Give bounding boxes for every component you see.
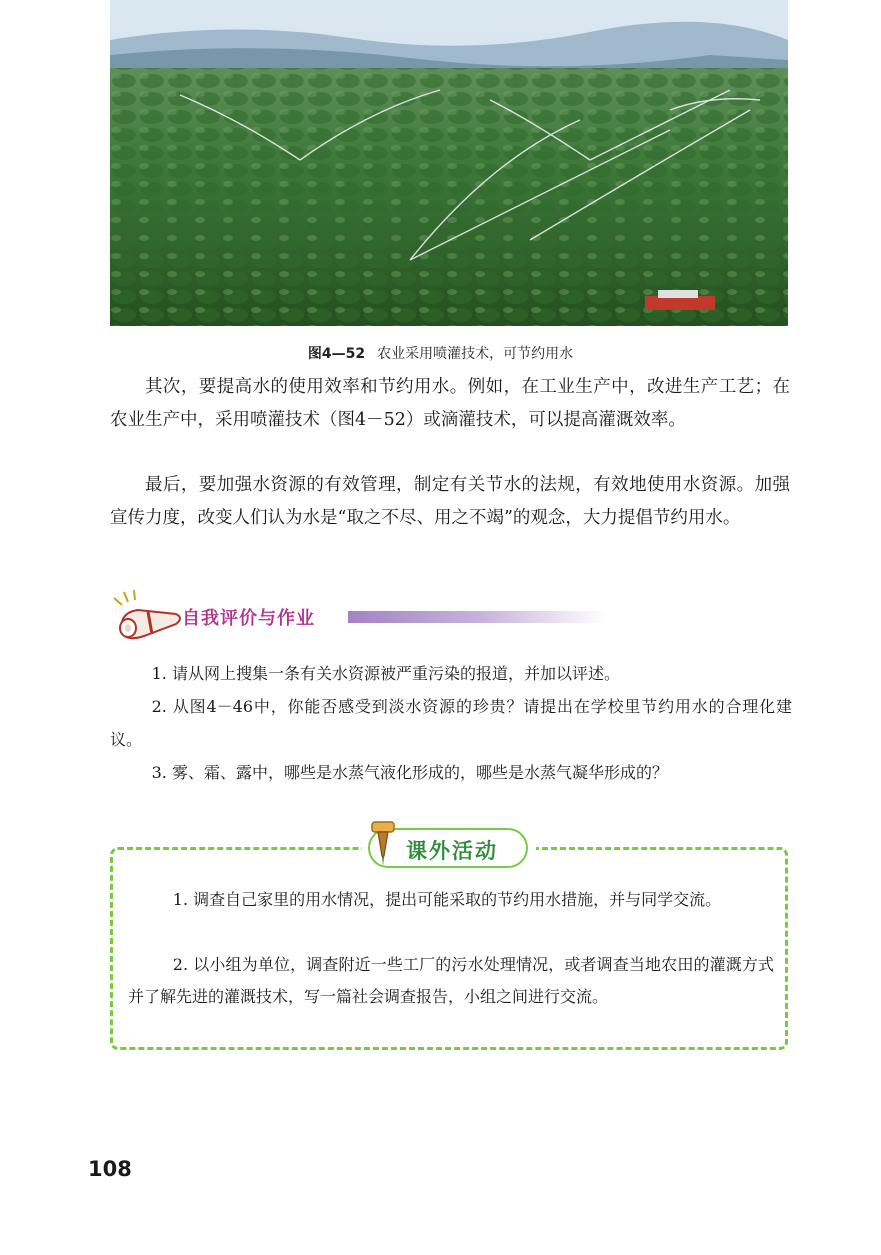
- self-assessment-header: [104, 588, 614, 652]
- homework-item-1: 1. 请从网上搜集一条有关水资源被严重污染的报道，并加以评述。: [151, 664, 620, 683]
- section-title-bar: [348, 611, 606, 623]
- activity-header: [362, 816, 536, 872]
- activity-item-1: 1. 调查自己家里的用水情况，提出可能采取的节约用水措施，并与同学交流。: [172, 890, 722, 909]
- paintbrush-icon: [366, 816, 406, 870]
- figure-label: 图4—52: [307, 346, 366, 362]
- page-number: 108: [88, 1157, 132, 1181]
- figure-caption-text: 农业采用喷灌技术，可节约用水: [377, 346, 574, 362]
- figure-caption: [0, 343, 881, 363]
- homework-item-3: 3. 雾、霜、露中，哪些是水蒸气液化形成的，哪些是水蒸气凝华形成的？: [151, 763, 668, 782]
- photo-illustration: [110, 0, 788, 326]
- homework-item-2: 2. 从图4－46中，你能否感受到淡水资源的珍贵？请提出在学校里节约用水的合理化建议。: [110, 697, 792, 749]
- sprinkler-irrigation-photo: [110, 0, 788, 326]
- body-paragraph-1: 其次，要提高水的使用效率和节约用水。例如，在工业生产中，改进生产工艺；在农业生产中，采用喷灌技术（图4－52）或滴灌技术，可以提高灌溉效率。: [110, 377, 790, 430]
- body-paragraph-2: 最后，要加强水资源的有效管理，制定有关节水的法规，有效地使用水资源。加强宣传力度，改变人们认为水是“取之不尽、用之不竭”的观念，大力提倡节约用水。: [110, 475, 790, 528]
- self-assessment-title: 自我评价与作业: [182, 608, 315, 629]
- activity-title: 课外活动: [406, 839, 498, 863]
- scroll-icon: [104, 588, 184, 652]
- activity-item-2: 2. 以小组为单位，调查附近一些工厂的污水处理情况，或者调查当地农田的灌溉方式并了解先进的灌溉技术，写一篇社会调查报告，小组之间进行交流。: [128, 955, 774, 1006]
